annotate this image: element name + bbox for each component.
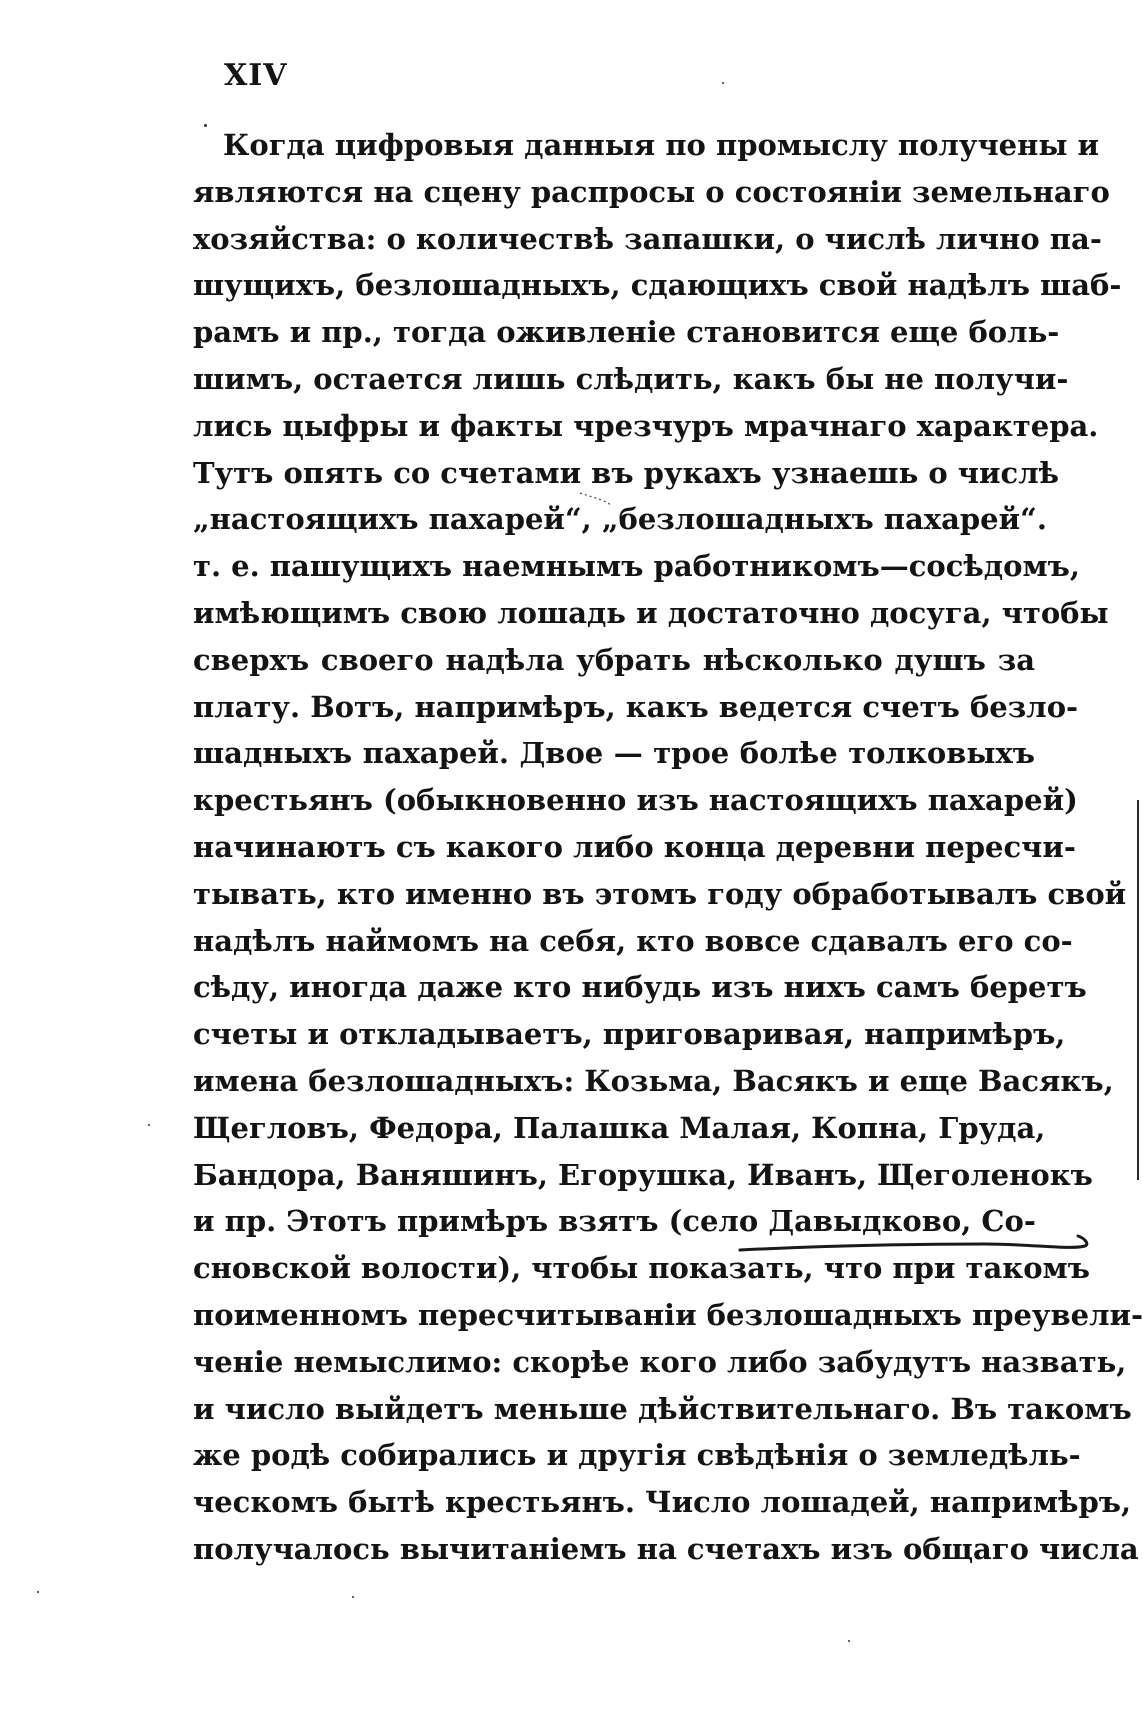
text-line: сверхъ своего надѣла убрать нѣсколько душъ за — [193, 642, 1035, 677]
paper-speck — [722, 82, 724, 84]
paper-speck — [352, 1596, 354, 1598]
text-line: являются на сцену распросы о состоянiи земельнаго — [193, 174, 1110, 209]
text-line: сновской волости), чтобы показать, что при такомъ — [193, 1251, 1090, 1286]
text-line: „настоящихъ пахарей“, „безлошадныхъ пахарей“. — [193, 502, 1047, 537]
text-line: имѣющимъ свою лошадь и достаточно досуга, чтобы — [193, 595, 1109, 630]
text-line: Тутъ опять со счетами въ рукахъ узнаешь о числѣ — [193, 455, 1060, 490]
text-line: ческомъ бытѣ крестьянъ. Число лошадей, напримѣръ, — [193, 1485, 1132, 1520]
text-line: лись цыфры и факты чрезчуръ мрачнаго характера. — [193, 408, 1099, 443]
text-line: имена безлошадныхъ: Козьма, Васякъ и еще Васякъ, — [193, 1063, 1114, 1098]
text-line: тывать, кто именно въ этомъ году обработывалъ свой — [193, 876, 1127, 911]
paper-speck — [37, 1591, 39, 1593]
text-line: же родѣ собирались и другiя свѣдѣнiя о земледѣль- — [193, 1438, 1081, 1473]
paper-speck — [848, 1640, 850, 1642]
text-line: хозяйства: о количествѣ запашки, о числѣ лично па- — [193, 221, 1102, 256]
page-number: XIV — [224, 58, 288, 93]
text-line: Щегловъ, Федора, Палашка Малая, Копна, Груда, — [193, 1110, 1046, 1145]
text-line: начинаютъ съ какого либо конца деревни пересчи- — [193, 829, 1076, 864]
body-text — [193, 122, 1143, 1573]
text-line: рамъ и пр., тогда оживленiе становится еще боль- — [193, 315, 1060, 350]
page-edge-shadow — [1137, 800, 1139, 1180]
text-line: надѣлъ наймомъ на себя, кто вовсе сдавалъ его со- — [193, 923, 1073, 958]
text-line: Бандора, Ваняшинъ, Егорушка, Иванъ, Щеголенокъ — [193, 1157, 1093, 1192]
paper-speck — [148, 1124, 150, 1126]
text-line: счеты и откладываетъ, приговаривая, напримѣръ, — [193, 1017, 1066, 1052]
text-line: шадныхъ пахарей. Двое — трое болѣе толковыхъ — [193, 736, 1035, 771]
text-line: шущихъ, безлошадныхъ, сдающихъ свой надѣлъ шаб- — [193, 268, 1122, 303]
text-line: т. е. пашущихъ наемнымъ работникомъ—сосѣдомъ, — [193, 549, 1080, 584]
text-line: поименномъ пересчитыванiи безлошадныхъ преувели- — [193, 1297, 1143, 1332]
text-line: получалось вычитанiемъ на счетахъ изъ общаго числа — [193, 1531, 1139, 1566]
paper-speck — [204, 124, 207, 127]
text-line: Когда цифровыя данныя по промыслу получены и — [223, 128, 1100, 162]
text-line: и число выйдетъ меньше дѣйствительнаго. Въ такомъ — [193, 1391, 1132, 1426]
text-line: крестьянъ (обыкновенно изъ настоящихъ пахарей) — [193, 783, 1078, 818]
text-line: сѣду, иногда даже кто нибудь изъ нихъ самъ беретъ — [193, 970, 1087, 1005]
text-line: ченiе немыслимо: скорѣе кого либо забудутъ назвать, — [193, 1344, 1127, 1379]
text-line: и пр. Этотъ примѣръ взятъ (село Давыдково, Со- — [193, 1204, 1036, 1239]
text-line: шимъ, остается лишь слѣдить, какъ бы не получи- — [193, 361, 1069, 396]
text-line: плату. Вотъ, напримѣръ, какъ ведется счетъ безло- — [193, 689, 1079, 724]
